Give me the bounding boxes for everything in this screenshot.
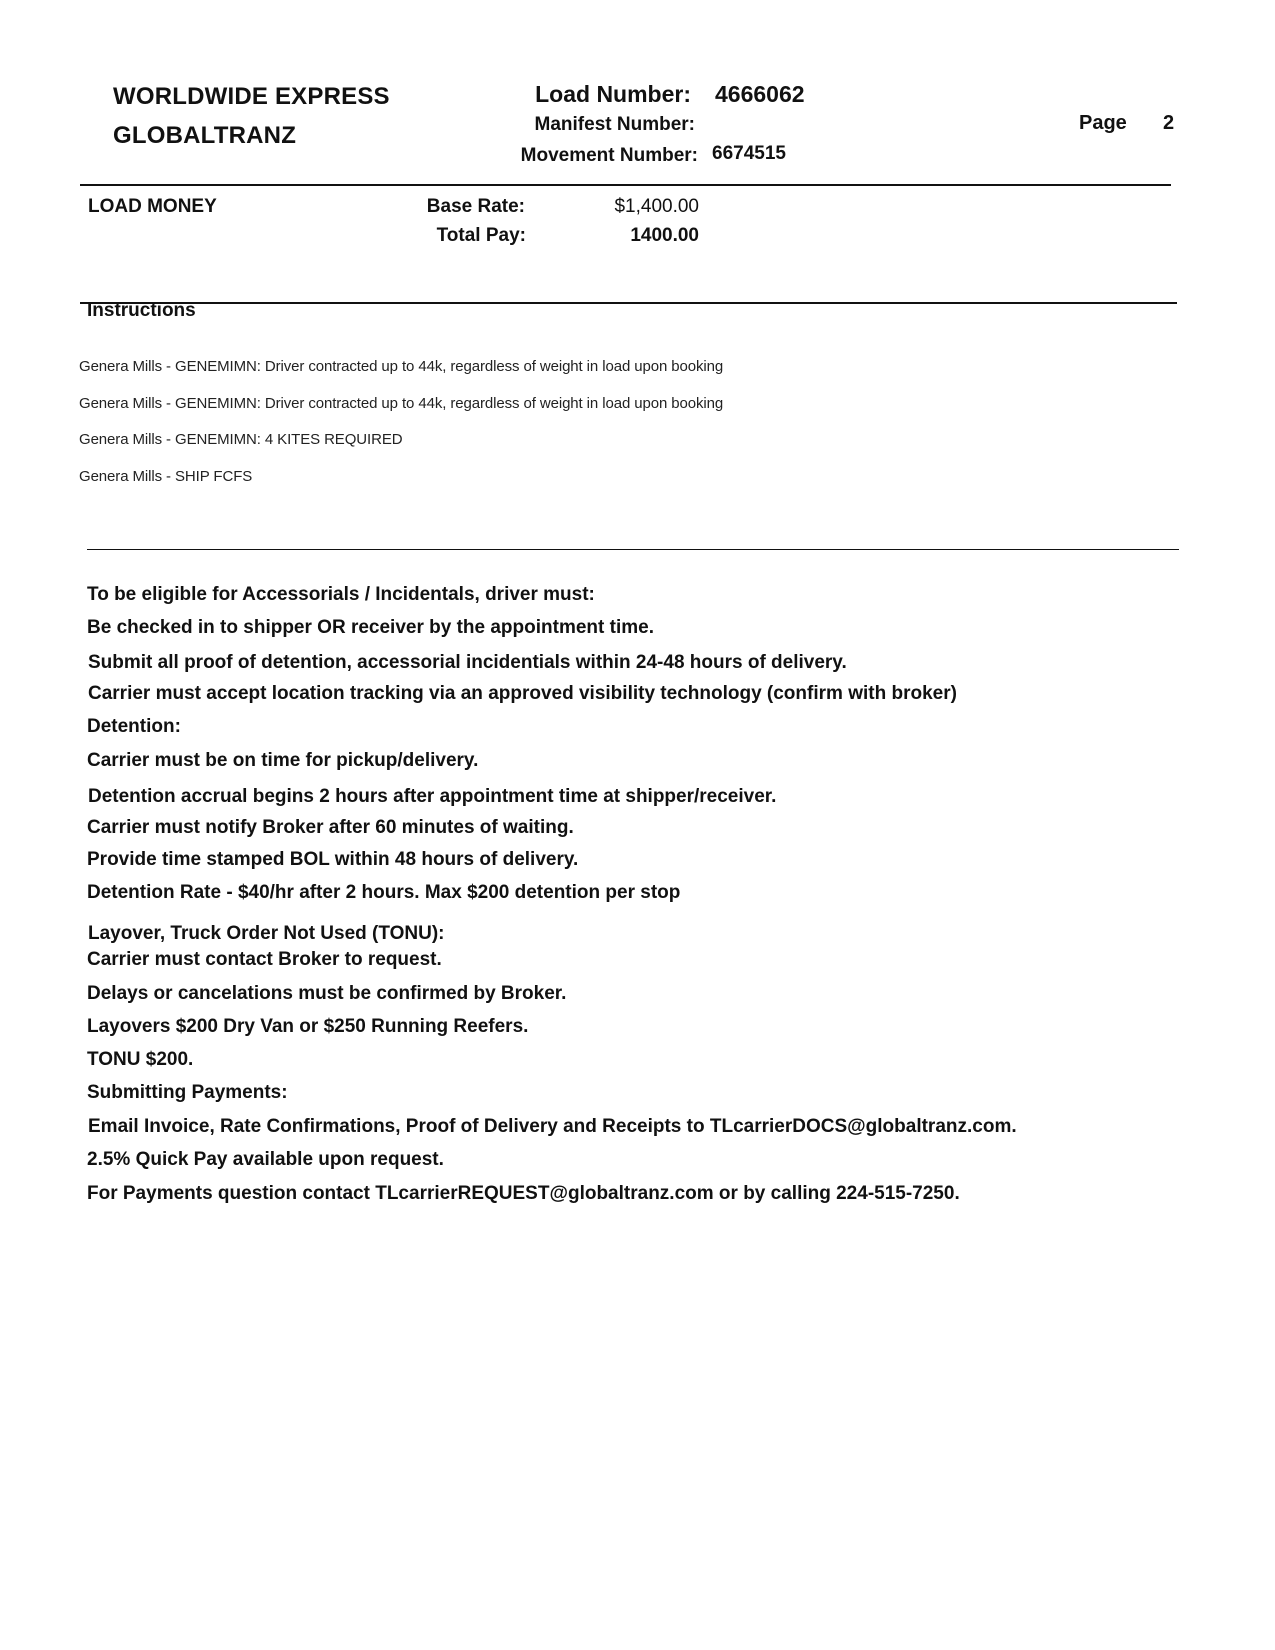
terms-line: Submitting Payments: [87,1082,288,1103]
instruction-line: Genera Mills - GENEMIMN: Driver contracted up to 44k, regardless of weight in load upon booking [79,395,724,412]
page-label: Page [1079,112,1127,134]
terms-line: Submit all proof of detention, accessorial incidentials within 24-48 hours of delivery. [88,652,847,673]
terms-line: Detention: [87,716,181,737]
terms-line: Carrier must notify Broker after 60 minutes of waiting. [87,817,574,838]
load-number-label: Load Number: [535,81,691,107]
terms-line: Detention accrual begins 2 hours after appointment time at shipper/receiver. [88,786,777,807]
terms-line: Be checked in to shipper OR receiver by the appointment time. [87,617,654,638]
instructions-heading: Instructions [87,300,196,321]
terms-line: 2.5% Quick Pay available upon request. [87,1149,444,1170]
company-name-line1: WORLDWIDE EXPRESS [113,83,390,110]
terms-line: Email Invoice, Rate Confirmations, Proof of Delivery and Receipts to TLcarrierDOCS@globaltranz.com. [88,1116,1017,1137]
page-number: 2 [1163,112,1175,134]
base-rate-label: Base Rate: [426,196,525,217]
instructions-divider [80,302,1177,304]
terms-line: For Payments question contact TLcarrierREQUEST@globaltranz.com or by calling 224-515-7250. [87,1183,960,1204]
instruction-line: Genera Mills - SHIP FCFS [79,468,253,485]
terms-line: Carrier must contact Broker to request. [87,949,442,970]
instruction-line: Genera Mills - GENEMIMN: 4 KITES REQUIRED [79,431,403,448]
manifest-number-label: Manifest Number: [534,114,695,135]
total-pay-value: 1400.00 [630,225,699,246]
terms-line: Layovers $200 Dry Van or $250 Running Reefers. [87,1016,529,1037]
terms-line: To be eligible for Accessorials / Incidentals, driver must: [87,584,595,605]
base-rate-value: $1,400.00 [614,196,699,217]
movement-number-label: Movement Number: [520,145,698,166]
load-money-heading: LOAD MONEY [88,196,217,217]
terms-line: Carrier must accept location tracking via an approved visibility technology (confirm with broker) [88,683,957,704]
header-divider [80,184,1171,186]
terms-line: Delays or cancelations must be confirmed by Broker. [87,983,567,1004]
terms-line: Layover, Truck Order Not Used (TONU): [88,923,445,944]
terms-line: Carrier must be on time for pickup/delivery. [87,750,479,771]
terms-divider [87,549,1179,550]
terms-line: TONU $200. [87,1049,194,1070]
company-name-line2: GLOBALTRANZ [113,122,297,149]
terms-line: Detention Rate - $40/hr after 2 hours. Max $200 detention per stop [87,882,681,903]
terms-line: Provide time stamped BOL within 48 hours of delivery. [87,849,579,870]
load-number-value: 4666062 [715,81,805,107]
total-pay-label: Total Pay: [436,225,526,246]
movement-number-value: 6674515 [712,143,786,164]
instruction-line: Genera Mills - GENEMIMN: Driver contracted up to 44k, regardless of weight in load upon booking [79,358,724,375]
